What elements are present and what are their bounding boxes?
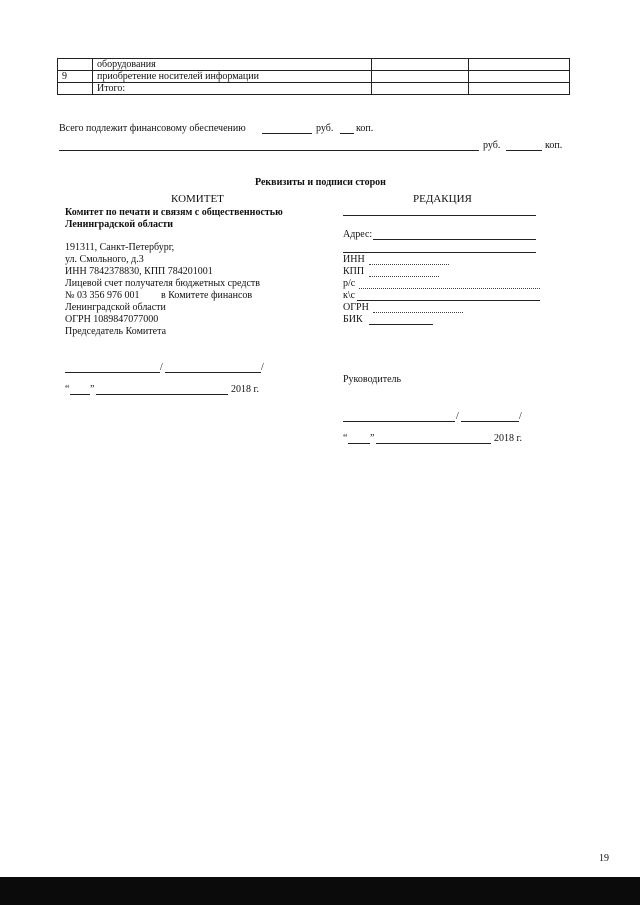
committee-date-year: 2018 г. [231, 384, 259, 395]
editorial-ogrn-line [373, 312, 463, 313]
row-name: приобретение носителей информации [93, 71, 372, 83]
editorial-inn-label: ИНН [343, 254, 365, 265]
editorial-address-line [373, 239, 536, 240]
committee-address-1: 191311, Санкт-Петербург, [65, 242, 175, 253]
total-rub-words: руб. [483, 140, 501, 151]
row-cell [469, 71, 570, 83]
editorial-bik-label: БИК [343, 314, 363, 325]
total-kop-words: коп. [545, 140, 563, 151]
committee-address-2: ул. Смольного, д.3 [65, 254, 144, 265]
committee-date-quote-close: ” [90, 384, 95, 395]
committee-name-line [165, 372, 261, 373]
editorial-rs-label: р/с [343, 278, 356, 289]
committee-chair: Председатель Комитета [65, 326, 167, 337]
row-cell [372, 71, 469, 83]
committee-account-bank: в Комитете финансов [161, 290, 253, 301]
editorial-signature-line [343, 421, 455, 422]
table-row [58, 59, 570, 71]
committee-account-1: Лицевой счет получателя бюджетных средств [65, 278, 260, 289]
editorial-date-year: 2018 г. [494, 433, 522, 444]
total-kop-blank [340, 133, 354, 134]
editorial-signature-slash-1: / [456, 411, 459, 422]
committee-signature-line [65, 372, 160, 373]
editorial-inn-line [369, 264, 449, 265]
editorial-date-quote-close: ” [370, 433, 375, 444]
editorial-address-label: Адрес: [343, 229, 373, 240]
committee-ogrn: ОГРН 1089847077000 [65, 314, 159, 325]
row-number [58, 59, 93, 71]
editorial-kpp-label: КПП [343, 266, 365, 277]
budget-table [57, 58, 570, 95]
editorial-rs-line [359, 288, 540, 289]
committee-account-region: Ленинградской области [65, 302, 166, 313]
row-name: оборудования [93, 59, 372, 71]
editorial-ks-line [357, 300, 540, 301]
total-kop-words-blank [506, 150, 542, 151]
editorial-signature-slash-2: / [519, 411, 522, 422]
table-row [58, 83, 570, 95]
row-cell [469, 83, 570, 95]
editorial-ks-label: к\с [343, 290, 356, 301]
table-row [58, 71, 570, 83]
committee-heading: КОМИТЕТ [171, 193, 224, 205]
committee-name-2: Ленинградской области [65, 219, 174, 230]
row-cell [469, 59, 570, 71]
row-number: 9 [58, 71, 93, 83]
total-kop: коп. [356, 123, 374, 134]
editorial-head: Руководитель [343, 374, 402, 385]
requisites-title: Реквизиты и подписи сторон [255, 177, 386, 188]
total-words-blank [59, 150, 479, 151]
scan-border [0, 877, 640, 905]
editorial-ogrn-label: ОГРН [343, 302, 369, 313]
row-cell [372, 59, 469, 71]
editorial-kpp-line [369, 276, 439, 277]
total-rub: руб. [316, 123, 334, 134]
row-name: Итого: [93, 83, 372, 95]
editorial-name-line [343, 215, 536, 216]
page-number: 19 [599, 853, 609, 864]
committee-date-day-line [70, 394, 90, 395]
committee-inn-kpp: ИНН 7842378830, КПП 784201001 [65, 266, 213, 277]
editorial-date-quote-open: “ [343, 433, 348, 444]
committee-account-number: № 03 356 976 001 [65, 290, 140, 301]
editorial-name-sign-line [461, 421, 519, 422]
total-rub-blank [262, 133, 312, 134]
editorial-date-month-line [376, 443, 491, 444]
editorial-heading: РЕДАКЦИЯ [413, 193, 472, 205]
committee-signature-slash-1: / [160, 362, 163, 373]
committee-signature-slash-2: / [261, 362, 264, 373]
total-label: Всего подлежит финансовому обеспечению [59, 123, 246, 134]
committee-date-month-line [96, 394, 228, 395]
editorial-bik-line [369, 324, 433, 325]
row-number [58, 83, 93, 95]
committee-name-1: Комитет по печати и связям с общественностью [65, 207, 283, 218]
editorial-date-day-line [348, 443, 370, 444]
row-cell [372, 83, 469, 95]
committee-date-quote-open: “ [65, 384, 70, 395]
editorial-address-line-2 [343, 252, 536, 253]
